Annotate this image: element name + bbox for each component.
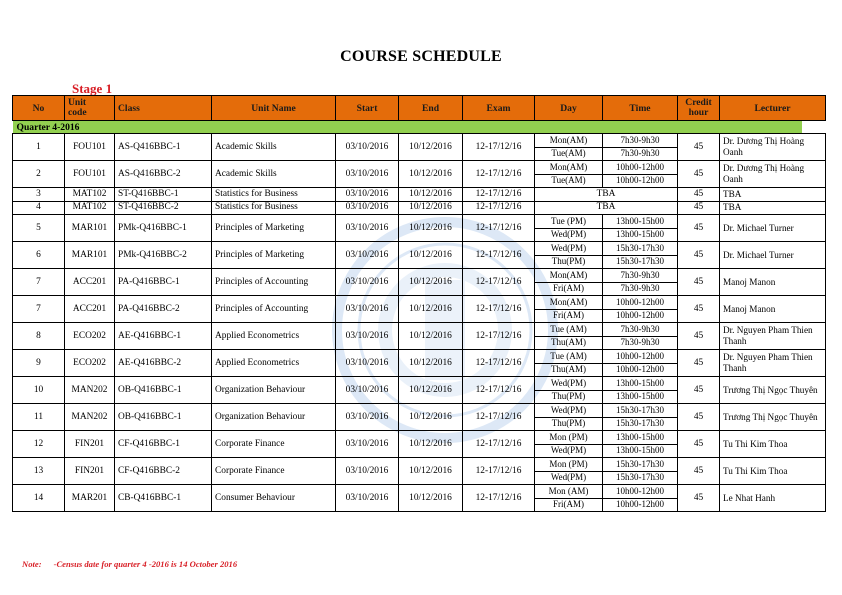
cell-end: 10/12/2016 <box>399 201 463 215</box>
cell-day: Tue (AM) <box>535 350 603 364</box>
cell-unit-name: Consumer Behaviour <box>212 485 336 512</box>
cell-time: 10h00-12h00 <box>603 174 678 188</box>
cell-day: Thu(PM) <box>535 255 603 269</box>
cell-no: 9 <box>13 350 65 377</box>
cell-lecturer: Tu Thi Kim Thoa <box>720 458 826 485</box>
header-day: Day <box>535 96 603 121</box>
cell-credit-hour: 45 <box>678 485 720 512</box>
header-unit-code-line1: Unit <box>68 97 87 108</box>
table-row <box>13 431 826 445</box>
table-row <box>13 458 826 472</box>
cell-day: Mon (PM) <box>535 431 603 445</box>
course-schedule-table <box>12 95 826 512</box>
cell-start: 03/10/2016 <box>336 377 399 404</box>
cell-class: PA-Q416BBC-1 <box>115 269 212 296</box>
cell-time: 10h00-12h00 <box>603 363 678 377</box>
cell-unit-code: MAR101 <box>65 242 115 269</box>
cell-day: Fri(AM) <box>535 309 603 323</box>
cell-no: 13 <box>13 458 65 485</box>
cell-time: 15h30-17h30 <box>603 242 678 256</box>
cell-day: Mon (AM) <box>535 485 603 499</box>
cell-lecturer: Le Nhat Hanh <box>720 485 826 512</box>
table-row <box>13 323 826 337</box>
cell-class: AS-Q416BBC-2 <box>115 161 212 188</box>
cell-day: Wed(PM) <box>535 444 603 458</box>
cell-unit-code: MAN202 <box>65 404 115 431</box>
table-row <box>13 134 826 148</box>
cell-credit-hour: 45 <box>678 201 720 215</box>
header-unit-code <box>65 96 115 121</box>
table-row <box>13 215 826 229</box>
cell-time: 15h30-17h30 <box>603 471 678 485</box>
cell-no: 7 <box>13 269 65 296</box>
cell-class: AS-Q416BBC-1 <box>115 134 212 161</box>
cell-no: 12 <box>13 431 65 458</box>
cell-unit-code: FIN201 <box>65 458 115 485</box>
cell-lecturer: Trương Thị Ngọc Thuyên <box>720 404 826 431</box>
cell-day: Wed(PM) <box>535 242 603 256</box>
header-unit-name: Unit Name <box>212 96 336 121</box>
note-text: -Census date for quarter 4 -2016 is 14 October 2016 <box>53 559 238 569</box>
header-credit-hour <box>678 96 720 121</box>
note-label: Note: <box>22 559 42 569</box>
cell-day: Fri(AM) <box>535 282 603 296</box>
cell-class: AE-Q416BBC-2 <box>115 350 212 377</box>
cell-day: Tue (AM) <box>535 323 603 337</box>
cell-start: 03/10/2016 <box>336 323 399 350</box>
header-start: Start <box>336 96 399 121</box>
cell-class: ST-Q416BBC-1 <box>115 188 212 202</box>
cell-exam: 12-17/12/16 <box>463 458 535 485</box>
cell-unit-code: ECO202 <box>65 323 115 350</box>
cell-unit-name: Principles of Accounting <box>212 269 336 296</box>
page-title: COURSE SCHEDULE <box>340 48 502 65</box>
cell-time: 13h00-15h00 <box>603 377 678 391</box>
cell-no: 5 <box>13 215 65 242</box>
cell-unit-name: Statistics for Business <box>212 188 336 202</box>
table-row <box>13 242 826 256</box>
cell-unit-name: Academic Skills <box>212 134 336 161</box>
cell-class: CB-Q416BBC-1 <box>115 485 212 512</box>
cell-lecturer: Dr. Michael Turner <box>720 215 826 242</box>
cell-unit-name: Corporate Finance <box>212 431 336 458</box>
cell-start: 03/10/2016 <box>336 134 399 161</box>
cell-no: 2 <box>13 161 65 188</box>
cell-unit-name: Applied Econometrics <box>212 323 336 350</box>
header-credit-line2: hour <box>688 107 709 118</box>
cell-exam: 12-17/12/16 <box>463 404 535 431</box>
cell-time: 10h00-12h00 <box>603 309 678 323</box>
cell-end: 10/12/2016 <box>399 134 463 161</box>
cell-lecturer: Dr. Dương Thị Hoàng Oanh <box>720 161 826 188</box>
cell-lecturer: TBA <box>720 201 826 215</box>
cell-exam: 12-17/12/16 <box>463 134 535 161</box>
cell-end: 10/12/2016 <box>399 269 463 296</box>
cell-unit-code: MAT102 <box>65 188 115 202</box>
cell-exam: 12-17/12/16 <box>463 485 535 512</box>
cell-time: 13h00-15h00 <box>603 444 678 458</box>
cell-time: 7h30-9h30 <box>603 269 678 283</box>
cell-exam: 12-17/12/16 <box>463 323 535 350</box>
cell-exam: 12-17/12/16 <box>463 161 535 188</box>
cell-time: 10h00-12h00 <box>603 350 678 364</box>
cell-start: 03/10/2016 <box>336 215 399 242</box>
cell-no: 6 <box>13 242 65 269</box>
cell-start: 03/10/2016 <box>336 188 399 202</box>
cell-class: PA-Q416BBC-2 <box>115 296 212 323</box>
cell-unit-code: FOU101 <box>65 161 115 188</box>
cell-no: 8 <box>13 323 65 350</box>
cell-credit-hour: 45 <box>678 188 720 202</box>
cell-exam: 12-17/12/16 <box>463 201 535 215</box>
cell-start: 03/10/2016 <box>336 404 399 431</box>
cell-class: CF-Q416BBC-1 <box>115 431 212 458</box>
cell-day: Wed(PM) <box>535 471 603 485</box>
cell-exam: 12-17/12/16 <box>463 215 535 242</box>
cell-day: Thu(PM) <box>535 417 603 431</box>
cell-unit-name: Statistics for Business <box>212 201 336 215</box>
cell-class: OB-Q416BBC-1 <box>115 404 212 431</box>
cell-day: Thu(AM) <box>535 336 603 350</box>
cell-time: 13h00-15h00 <box>603 228 678 242</box>
cell-exam: 12-17/12/16 <box>463 242 535 269</box>
cell-unit-name: Principles of Marketing <box>212 242 336 269</box>
cell-time: 15h30-17h30 <box>603 417 678 431</box>
cell-end: 10/12/2016 <box>399 188 463 202</box>
table-row <box>13 485 826 499</box>
cell-schedule-tba: TBA <box>535 188 678 202</box>
cell-day: Fri(AM) <box>535 498 603 512</box>
cell-unit-name: Academic Skills <box>212 161 336 188</box>
cell-time: 13h00-15h00 <box>603 390 678 404</box>
cell-no: 10 <box>13 377 65 404</box>
cell-start: 03/10/2016 <box>336 242 399 269</box>
cell-credit-hour: 45 <box>678 404 720 431</box>
header-time: Time <box>603 96 678 121</box>
header-end: End <box>399 96 463 121</box>
cell-day: Wed(PM) <box>535 228 603 242</box>
table-row <box>13 377 826 391</box>
cell-end: 10/12/2016 <box>399 458 463 485</box>
cell-time: 10h00-12h00 <box>603 498 678 512</box>
cell-no: 3 <box>13 188 65 202</box>
cell-unit-code: MAN202 <box>65 377 115 404</box>
cell-exam: 12-17/12/16 <box>463 350 535 377</box>
cell-day: Mon (PM) <box>535 458 603 472</box>
cell-time: 10h00-12h00 <box>603 296 678 310</box>
cell-credit-hour: 45 <box>678 134 720 161</box>
cell-start: 03/10/2016 <box>336 350 399 377</box>
table-row <box>13 161 826 175</box>
cell-class: OB-Q416BBC-1 <box>115 377 212 404</box>
cell-unit-name: Principles of Marketing <box>212 215 336 242</box>
cell-start: 03/10/2016 <box>336 431 399 458</box>
cell-time: 7h30-9h30 <box>603 323 678 337</box>
cell-credit-hour: 45 <box>678 161 720 188</box>
cell-credit-hour: 45 <box>678 377 720 404</box>
cell-no: 4 <box>13 201 65 215</box>
cell-exam: 12-17/12/16 <box>463 377 535 404</box>
cell-no: 1 <box>13 134 65 161</box>
cell-time: 15h30-17h30 <box>603 255 678 269</box>
cell-class: AE-Q416BBC-1 <box>115 323 212 350</box>
cell-credit-hour: 45 <box>678 350 720 377</box>
quarter-row <box>13 121 826 134</box>
cell-end: 10/12/2016 <box>399 377 463 404</box>
cell-day: Tue (PM) <box>535 215 603 229</box>
cell-no: 11 <box>13 404 65 431</box>
cell-day: Mon(AM) <box>535 296 603 310</box>
cell-end: 10/12/2016 <box>399 161 463 188</box>
cell-exam: 12-17/12/16 <box>463 431 535 458</box>
cell-no: 14 <box>13 485 65 512</box>
cell-credit-hour: 45 <box>678 269 720 296</box>
cell-unit-code: FOU101 <box>65 134 115 161</box>
cell-day: Wed(PM) <box>535 377 603 391</box>
table-row <box>13 296 826 310</box>
cell-end: 10/12/2016 <box>399 242 463 269</box>
cell-end: 10/12/2016 <box>399 431 463 458</box>
cell-day: Tue(AM) <box>535 147 603 161</box>
cell-time: 7h30-9h30 <box>603 336 678 350</box>
cell-day: Mon(AM) <box>535 161 603 175</box>
cell-unit-code: ACC201 <box>65 296 115 323</box>
cell-day: Mon(AM) <box>535 269 603 283</box>
table-row <box>13 269 826 283</box>
header-no: No <box>13 96 65 121</box>
cell-unit-name: Organization Behaviour <box>212 377 336 404</box>
cell-class: PMk-Q416BBC-2 <box>115 242 212 269</box>
table-row <box>13 350 826 364</box>
cell-day: Wed(PM) <box>535 404 603 418</box>
cell-class: CF-Q416BBC-2 <box>115 458 212 485</box>
cell-time: 13h00-15h00 <box>603 431 678 445</box>
cell-unit-code: MAT102 <box>65 201 115 215</box>
cell-unit-name: Principles of Accounting <box>212 296 336 323</box>
cell-credit-hour: 45 <box>678 242 720 269</box>
cell-day: Thu(AM) <box>535 363 603 377</box>
cell-credit-hour: 45 <box>678 296 720 323</box>
cell-time: 10h00-12h00 <box>603 161 678 175</box>
header-lecturer: Lecturer <box>720 96 826 121</box>
cell-lecturer: Trương Thị Ngọc Thuyên <box>720 377 826 404</box>
cell-end: 10/12/2016 <box>399 485 463 512</box>
cell-unit-name: Applied Econometrics <box>212 350 336 377</box>
cell-unit-code: ACC201 <box>65 269 115 296</box>
cell-time: 15h30-17h30 <box>603 458 678 472</box>
cell-credit-hour: 45 <box>678 323 720 350</box>
cell-lecturer: TBA <box>720 188 826 202</box>
cell-schedule-tba: TBA <box>535 201 678 215</box>
cell-no: 7 <box>13 296 65 323</box>
header-row <box>13 96 826 121</box>
table-row <box>13 404 826 418</box>
cell-lecturer: Manoj Manon <box>720 296 826 323</box>
cell-unit-code: MAR201 <box>65 485 115 512</box>
cell-unit-code: ECO202 <box>65 350 115 377</box>
cell-start: 03/10/2016 <box>336 269 399 296</box>
cell-time: 7h30-9h30 <box>603 134 678 148</box>
cell-end: 10/12/2016 <box>399 215 463 242</box>
cell-lecturer: Dr. Nguyen Pham Thien Thanh <box>720 323 826 350</box>
cell-end: 10/12/2016 <box>399 404 463 431</box>
cell-day: Mon(AM) <box>535 134 603 148</box>
note <box>22 559 237 569</box>
cell-exam: 12-17/12/16 <box>463 269 535 296</box>
cell-credit-hour: 45 <box>678 215 720 242</box>
cell-end: 10/12/2016 <box>399 296 463 323</box>
cell-unit-code: FIN201 <box>65 431 115 458</box>
cell-start: 03/10/2016 <box>336 458 399 485</box>
stage-label: Stage 1 <box>72 81 113 96</box>
cell-day: Tue(AM) <box>535 174 603 188</box>
cell-unit-name: Organization Behaviour <box>212 404 336 431</box>
cell-time: 7h30-9h30 <box>603 147 678 161</box>
cell-lecturer: Dr. Dương Thị Hoàng Oanh <box>720 134 826 161</box>
cell-day: Thu(PM) <box>535 390 603 404</box>
cell-lecturer: Tu Thi Kim Thoa <box>720 431 826 458</box>
quarter-label: Quarter 4-2016 <box>13 121 826 134</box>
header-exam: Exam <box>463 96 535 121</box>
cell-time: 7h30-9h30 <box>603 282 678 296</box>
cell-credit-hour: 45 <box>678 431 720 458</box>
cell-class: ST-Q416BBC-2 <box>115 201 212 215</box>
cell-start: 03/10/2016 <box>336 296 399 323</box>
cell-unit-code: MAR101 <box>65 215 115 242</box>
header-unit-code-line2: code <box>68 107 87 118</box>
header-class: Class <box>115 96 212 121</box>
cell-time: 15h30-17h30 <box>603 404 678 418</box>
cell-credit-hour: 45 <box>678 458 720 485</box>
cell-exam: 12-17/12/16 <box>463 188 535 202</box>
cell-time: 13h00-15h00 <box>603 215 678 229</box>
header-credit-line1: Credit <box>685 97 712 108</box>
cell-lecturer: Manoj Manon <box>720 269 826 296</box>
cell-start: 03/10/2016 <box>336 161 399 188</box>
cell-lecturer: Dr. Nguyen Pham Thien Thanh <box>720 350 826 377</box>
cell-unit-name: Corporate Finance <box>212 458 336 485</box>
cell-exam: 12-17/12/16 <box>463 296 535 323</box>
cell-end: 10/12/2016 <box>399 350 463 377</box>
cell-end: 10/12/2016 <box>399 323 463 350</box>
cell-start: 03/10/2016 <box>336 201 399 215</box>
cell-lecturer: Dr. Michael Turner <box>720 242 826 269</box>
cell-start: 03/10/2016 <box>336 485 399 512</box>
cell-time: 10h00-12h00 <box>603 485 678 499</box>
cell-class: PMk-Q416BBC-1 <box>115 215 212 242</box>
